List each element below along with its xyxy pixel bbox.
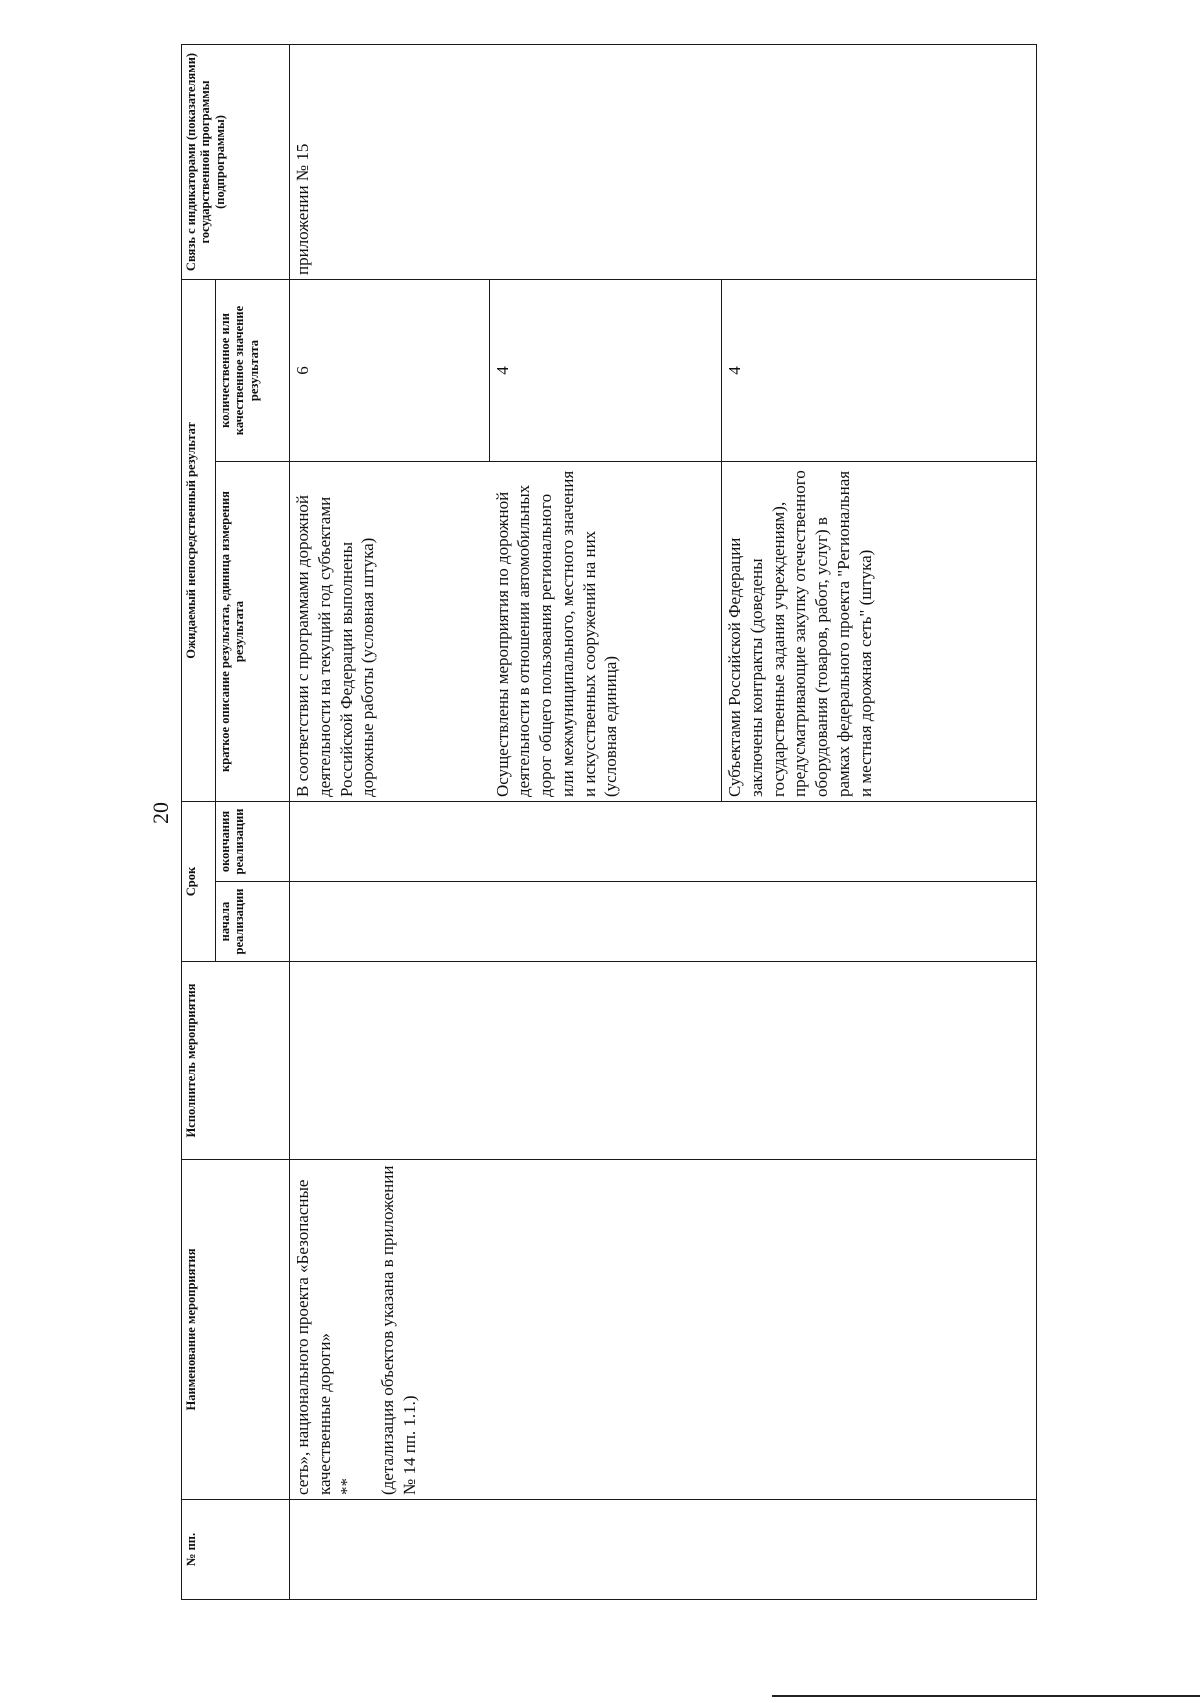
header-executor: Исполнитель мероприятия [182,962,290,1160]
result-value-1: 6 [290,280,490,462]
table-row [290,45,490,1600]
result-value-2: 4 [490,280,722,462]
header-term: Срок [182,802,216,962]
header-num: № пп. [182,1500,290,1600]
header-term-start: начала реализации [216,882,290,962]
cell-term-end [290,802,1037,882]
name-line-3: (детализация объектов указана в приложении № 14 пп. 1.1.) [378,1165,419,1495]
measures-table [181,44,1037,1600]
cell-term-start [290,882,1037,962]
result-desc-2: Осуществлены мероприятия по дорожной деятельности в отношении автомобильных дорог общего пользования регионального или межмуниципального, местного значения и искусственных сооружений на них (условная единица) [490,462,722,802]
page-number: 20 [148,802,173,824]
header-result-value: количественное или качественное значение результата [216,280,290,462]
header-row-1 [182,45,216,1600]
header-name: Наименование мероприятия [182,1160,290,1500]
result-desc-1: В соответствии с программами дорожной деятельности на текущий год субъектами Российской Федерации выполнены дорожные работы (условная штука) [290,462,490,802]
result-value-3: 4 [722,280,1037,462]
name-line-2: ** [336,1478,356,1495]
name-line-1: сеть», национального проекта «Безопасные качественные дороги» [293,1179,334,1495]
result-desc-3: Субъектами Российской Федерации заключены контракты (доведены государственные задания учреждениям), предусматривающие закупку отечественного оборудования (товаров, работ, услуг) в рамках федерального проекта "Региональная и местная дорожная сеть" (штука) [722,462,1037,802]
rotated-table-container [181,45,1037,1600]
header-link: Связь с индикаторами (показателями) государственной программы (подпрограммы) [182,45,290,280]
cell-name [290,1160,1037,1500]
cell-executor [290,962,1037,1160]
header-result-desc: краткое описание результата, единица измерения результата [216,462,290,802]
header-result: Ожидаемый непосредственный результат [182,280,216,802]
cell-link: приложении № 15 [290,45,1037,280]
cell-num [290,1500,1037,1600]
bottom-rule [772,1695,1200,1697]
header-term-end: окончания реализации [216,802,290,882]
